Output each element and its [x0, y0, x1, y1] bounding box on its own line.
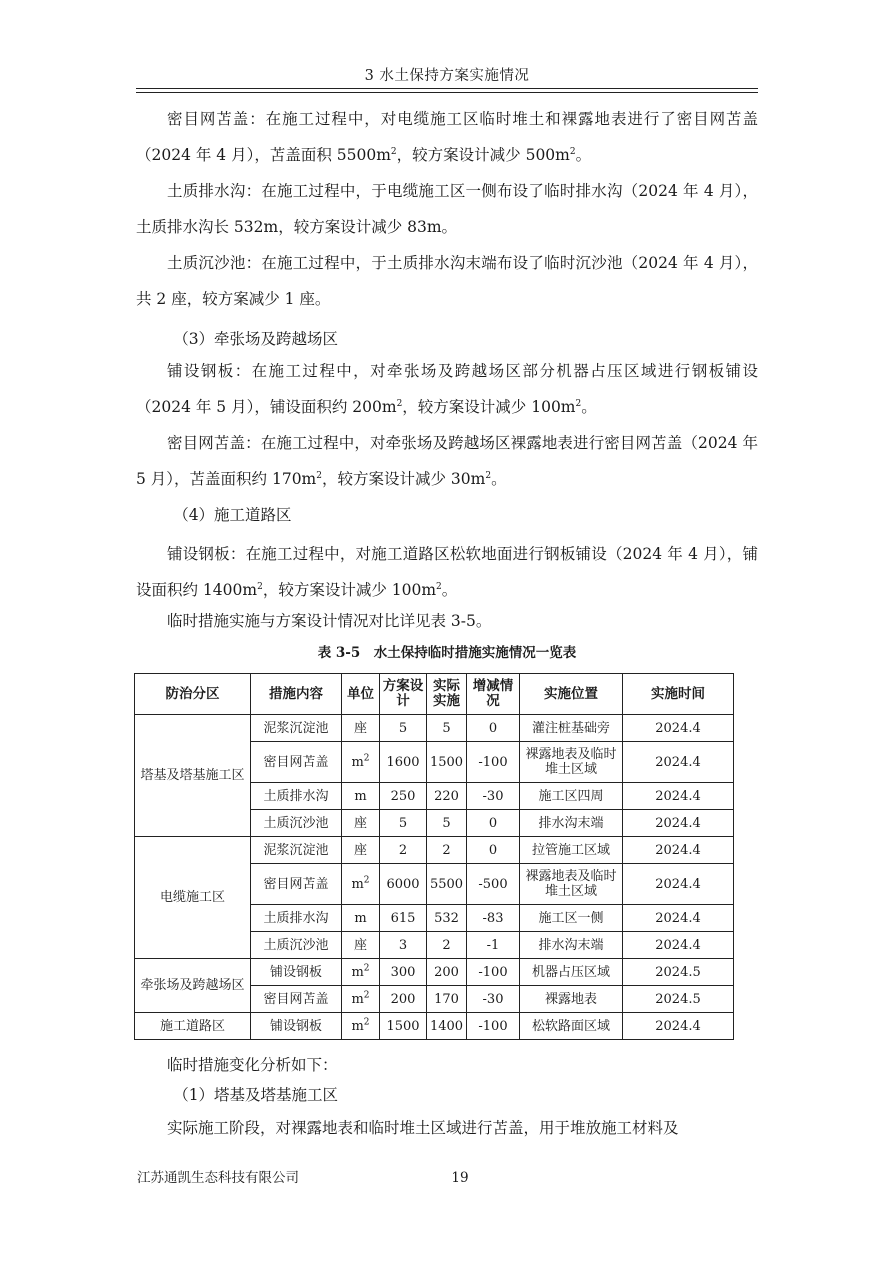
table-row: [135, 959, 734, 986]
location-cell: 裸露地表及临时堆土区域: [520, 742, 623, 783]
footer-company-name: 江苏通凯生态科技有限公司: [137, 1170, 299, 1186]
superscript: 2: [569, 146, 576, 157]
header-change: 增减情况: [467, 674, 520, 715]
unit-superscript: 2: [363, 875, 370, 886]
paragraph-mesh-cover-cable: [136, 101, 758, 173]
zone-cell: 塔基及塔基施工区: [135, 715, 251, 837]
table-row: [135, 837, 734, 864]
time-cell: 2024.4: [623, 932, 734, 959]
change-cell: -100: [467, 1013, 520, 1040]
change-cell: -100: [467, 959, 520, 986]
unit-text: m: [351, 964, 364, 980]
measure-cell: 密目网苫盖: [251, 742, 342, 783]
text-run: ，较方案设计减少 500m: [396, 146, 570, 164]
location-cell: 裸露地表: [520, 986, 623, 1013]
superscript: 2: [257, 581, 263, 592]
zone-cell: 电缆施工区: [135, 837, 251, 959]
unit-text: 座: [353, 842, 367, 858]
actual-cell: 200: [427, 959, 467, 986]
unit-text: m: [354, 788, 367, 804]
measure-cell: 铺设钢板: [251, 1013, 342, 1040]
design-cell: 200: [380, 986, 427, 1013]
measure-cell: 密目网苫盖: [251, 864, 342, 905]
measure-cell: 铺设钢板: [251, 959, 342, 986]
design-cell: 6000: [380, 864, 427, 905]
unit-text: m: [351, 754, 364, 770]
text-run: 。: [491, 470, 507, 488]
actual-cell: 2: [427, 932, 467, 959]
change-cell: 0: [467, 810, 520, 837]
table-row: [135, 715, 734, 742]
zone-cell: 施工道路区: [135, 1013, 251, 1040]
unit-cell: [342, 1013, 380, 1040]
paragraph-steel-plate-tension: [136, 353, 758, 425]
actual-cell: 5500: [427, 864, 467, 905]
location-cell: 裸露地表及临时堆土区域: [520, 864, 623, 905]
text-run: 。: [575, 146, 592, 164]
header-zone: 防治分区: [135, 674, 251, 715]
paragraph-sediment-pond: 土质沉沙池：在施工过程中，于土质排水沟末端布设了临时沉沙池（2024 年 4 月），共 2 座，较方案减少 1 座。: [136, 254, 758, 308]
text-run: 密目网苫盖：在施工过程中，对电缆施工区临时堆土和裸露地表进行了密目网苫盖（2024 年 4 月），苫盖面积 5500m: [136, 110, 758, 164]
header-design: 方案设计: [380, 674, 427, 715]
time-cell: 2024.4: [623, 905, 734, 932]
measure-cell: 土质排水沟: [251, 783, 342, 810]
design-cell: 1500: [380, 1013, 427, 1040]
actual-cell: 2: [427, 837, 467, 864]
header-location: 实施位置: [520, 674, 623, 715]
section-heading-tension-field: （3）牵张场及跨越场区: [173, 330, 339, 348]
time-cell: 2024.4: [623, 810, 734, 837]
design-cell: 1600: [380, 742, 427, 783]
location-cell: 排水沟末端: [520, 932, 623, 959]
location-cell: 施工区四周: [520, 783, 623, 810]
measure-cell: 泥浆沉淀池: [251, 715, 342, 742]
actual-cell: 532: [427, 905, 467, 932]
change-cell: -30: [467, 783, 520, 810]
paragraph-table-reference: 临时措施实施与方案设计情况对比详见表 3-5。: [167, 612, 492, 630]
header-actual: 实际实施: [427, 674, 467, 715]
location-cell: 排水沟末端: [520, 810, 623, 837]
unit-text: 座: [353, 720, 367, 736]
actual-cell: 5: [427, 810, 467, 837]
table-header-row: [135, 674, 734, 715]
text-run: ，较方案设计减少 100m: [262, 581, 437, 599]
actual-cell: 170: [427, 986, 467, 1013]
unit-cell: [342, 742, 380, 783]
time-cell: 2024.4: [623, 715, 734, 742]
superscript: 2: [436, 581, 442, 592]
unit-cell: [342, 959, 380, 986]
measure-cell: 土质排水沟: [251, 905, 342, 932]
location-cell: 施工区一侧: [520, 905, 623, 932]
location-cell: 灌注桩基础旁: [520, 715, 623, 742]
measure-cell: 土质沉沙池: [251, 810, 342, 837]
design-cell: 2: [380, 837, 427, 864]
superscript: 2: [396, 398, 403, 409]
header-measure: 措施内容: [251, 674, 342, 715]
unit-cell: [342, 783, 380, 810]
text-run: 。: [581, 398, 597, 416]
unit-text: 座: [353, 937, 367, 953]
running-header: 3 水土保持方案实施情况: [364, 68, 530, 84]
change-cell: -1: [467, 932, 520, 959]
paragraph-actual-construction: 实际施工阶段，对裸露地表和临时堆土区域进行苫盖，用于堆放施工材料及: [167, 1119, 679, 1137]
unit-superscript: 2: [363, 753, 370, 764]
time-cell: 2024.5: [623, 959, 734, 986]
table-caption: 表 3-5 水土保持临时措施实施情况一览表: [317, 645, 577, 661]
text-run: 。: [441, 581, 458, 599]
unit-superscript: 2: [363, 963, 370, 974]
design-cell: 5: [380, 715, 427, 742]
text-run: ，较方案设计减少 30m: [321, 470, 486, 488]
unit-cell: [342, 837, 380, 864]
actual-cell: 1400: [427, 1013, 467, 1040]
change-cell: 0: [467, 837, 520, 864]
change-cell: -83: [467, 905, 520, 932]
superscript: 2: [316, 470, 322, 481]
unit-text: m: [351, 876, 364, 892]
header-rule-thin: [136, 92, 758, 93]
unit-cell: [342, 986, 380, 1013]
footer-page-number: 19: [451, 1170, 469, 1186]
header-time: 实施时间: [623, 674, 734, 715]
time-cell: 2024.4: [623, 864, 734, 905]
change-cell: -500: [467, 864, 520, 905]
location-cell: 松软路面区域: [520, 1013, 623, 1040]
measure-cell: 泥浆沉淀池: [251, 837, 342, 864]
measure-cell: 土质沉沙池: [251, 932, 342, 959]
unit-cell: [342, 810, 380, 837]
header-unit: 单位: [342, 674, 380, 715]
change-cell: 0: [467, 715, 520, 742]
unit-cell: [342, 715, 380, 742]
time-cell: 2024.4: [623, 783, 734, 810]
measure-cell: 密目网苫盖: [251, 986, 342, 1013]
location-cell: 机器占压区域: [520, 959, 623, 986]
section-heading-road: （4）施工道路区: [173, 506, 292, 524]
unit-text: m: [351, 1018, 364, 1034]
unit-cell: [342, 864, 380, 905]
actual-cell: 5: [427, 715, 467, 742]
header-rule: [136, 88, 758, 89]
change-cell: -30: [467, 986, 520, 1013]
unit-text: m: [351, 991, 364, 1007]
zone-cell: 牵张场及跨越场区: [135, 959, 251, 1013]
design-cell: 615: [380, 905, 427, 932]
superscript: 2: [575, 398, 582, 409]
time-cell: 2024.4: [623, 742, 734, 783]
unit-cell: [342, 932, 380, 959]
design-cell: 3: [380, 932, 427, 959]
unit-superscript: 2: [363, 990, 370, 1001]
design-cell: 250: [380, 783, 427, 810]
design-cell: 5: [380, 810, 427, 837]
text-run: ，较方案设计减少 100m: [402, 398, 576, 416]
change-cell: -100: [467, 742, 520, 783]
paragraph-change-analysis: 临时措施变化分析如下：: [167, 1056, 338, 1074]
unit-text: 座: [353, 815, 367, 831]
time-cell: 2024.4: [623, 1013, 734, 1040]
superscript: 2: [390, 146, 397, 157]
superscript: 2: [485, 470, 492, 481]
temporary-measures-table: [134, 673, 734, 1040]
table-row: [135, 1013, 734, 1040]
design-cell: 300: [380, 959, 427, 986]
unit-superscript: 2: [363, 1017, 370, 1028]
location-cell: 拉管施工区域: [520, 837, 623, 864]
unit-text: m: [354, 910, 367, 926]
paragraph-mesh-cover-tension: [136, 425, 758, 497]
time-cell: 2024.5: [623, 986, 734, 1013]
text-run: 密目网苫盖：在施工过程中，对牵张场及跨越场区裸露地表进行密目网苫盖（2024 年 5 月），苫盖面积约 170m: [136, 434, 758, 488]
paragraph-drain-ditch: 土质排水沟：在施工过程中，于电缆施工区一侧布设了临时排水沟（2024 年 4 月），土质排水沟长 532m，较方案设计减少 83m。: [136, 182, 758, 236]
section-heading-tower-base: （1）塔基及塔基施工区: [173, 1086, 339, 1104]
text-run: 铺设钢板：在施工过程中，对牵张场及跨越场区部分机器占压区域进行钢板铺设（2024 年 5 月），铺设面积约 200m: [136, 362, 758, 416]
time-cell: 2024.4: [623, 837, 734, 864]
unit-cell: [342, 905, 380, 932]
actual-cell: 1500: [427, 742, 467, 783]
text-run: 铺设钢板：在施工过程中，对施工道路区松软地面进行钢板铺设（2024 年 4 月），铺设面积约 1400m: [136, 545, 758, 599]
paragraph-steel-plate-road: [136, 536, 758, 608]
actual-cell: 220: [427, 783, 467, 810]
